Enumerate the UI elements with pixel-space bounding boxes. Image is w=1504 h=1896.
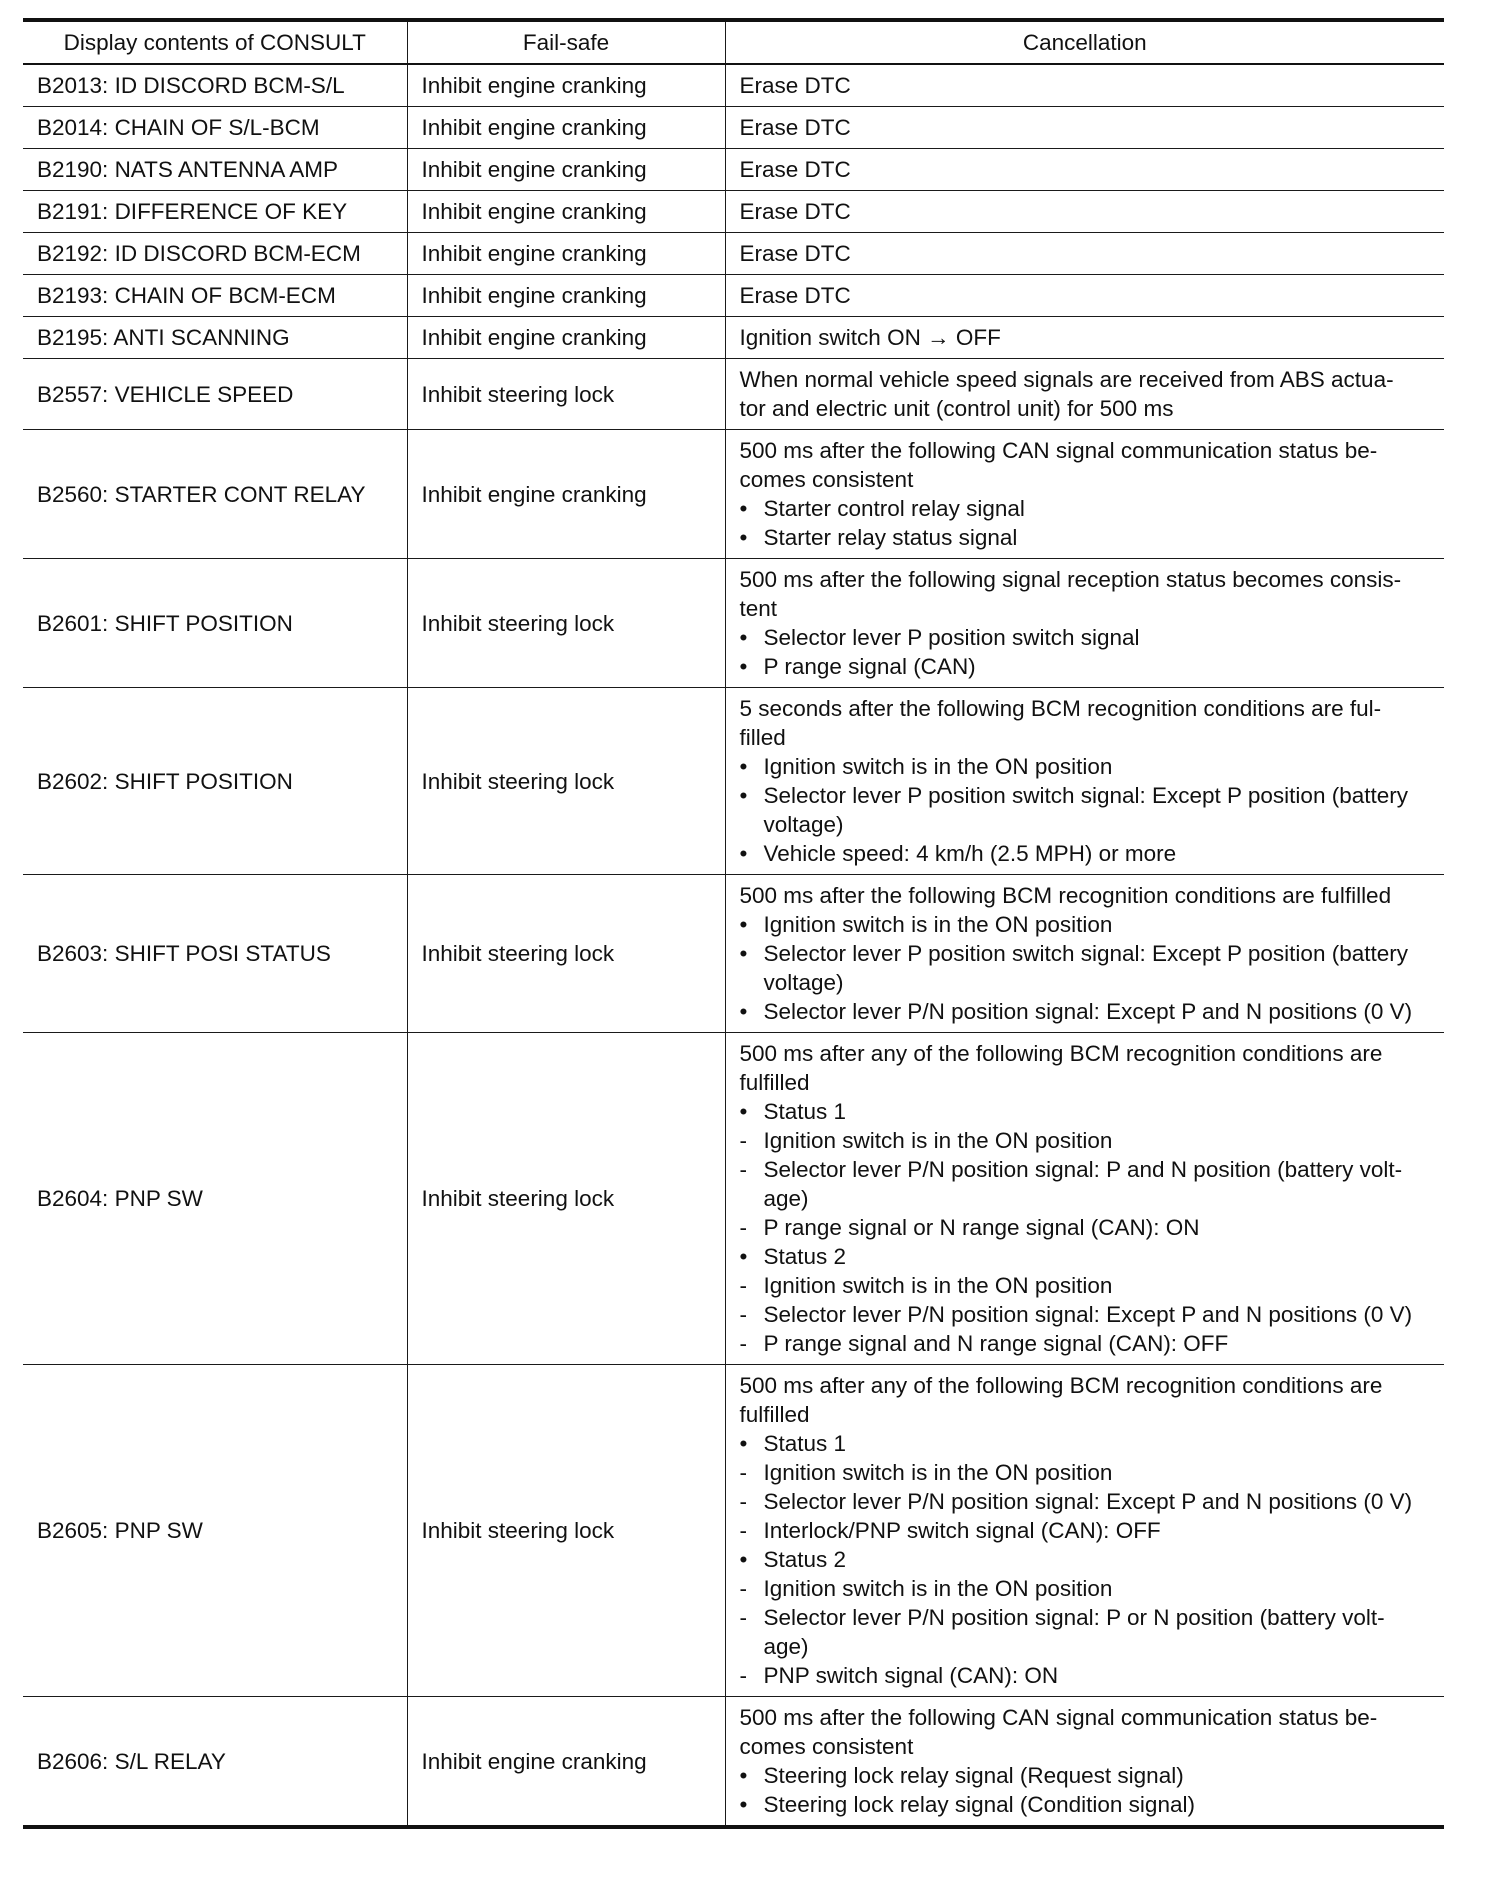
display-contents-cell: B2193: CHAIN OF BCM-ECM	[23, 275, 407, 317]
condition-line: 500 ms after the following signal reception status becomes consis-	[739, 567, 1402, 592]
condition-list-item	[740, 1661, 1435, 1690]
condition-text: Status 2	[763, 1244, 847, 1269]
bullet-marker: •	[739, 1792, 748, 1817]
condition-line: Erase DTC	[739, 115, 851, 140]
condition-line: fulfilled	[739, 1402, 810, 1427]
cancellation-cell	[725, 1365, 1444, 1697]
bullet-marker: •	[739, 912, 748, 937]
condition-text: Selector lever P/N position signal: Except P and N positions (0 V)	[763, 1489, 1413, 1514]
condition-line: tent	[739, 596, 778, 621]
condition-list-item	[740, 1458, 1435, 1487]
condition-text: Selector lever P position switch signal	[763, 625, 1140, 650]
table-row	[23, 149, 1444, 191]
table-row	[23, 1365, 1444, 1697]
dash-marker: -	[739, 1128, 747, 1153]
condition-line: comes consistent	[739, 467, 914, 492]
condition-text: Status 1	[763, 1431, 847, 1456]
cancellation-cell	[725, 64, 1444, 107]
table-row	[23, 875, 1444, 1033]
fail-safe-cell: Inhibit steering lock	[407, 1365, 725, 1697]
condition-list-item	[740, 1574, 1435, 1603]
fail-safe-cell: Inhibit engine cranking	[407, 107, 725, 149]
cancellation-cell	[725, 191, 1444, 233]
condition-line: When normal vehicle speed signals are received from ABS actua-	[739, 367, 1394, 392]
header-fail-safe: Fail-safe	[407, 20, 725, 64]
fail-safe-cell: Inhibit steering lock	[407, 875, 725, 1033]
condition-text: Ignition switch is in the ON position	[763, 912, 1113, 937]
condition-list-item	[740, 910, 1435, 939]
condition-list-item	[740, 1271, 1435, 1300]
bullet-marker: •	[739, 496, 748, 521]
condition-list-item	[740, 1603, 1435, 1661]
condition-line: fulfilled	[739, 1070, 810, 1095]
dash-marker: -	[739, 1331, 747, 1356]
display-contents-cell: B2601: SHIFT POSITION	[23, 559, 407, 688]
condition-list-item	[740, 781, 1435, 839]
bullet-marker: •	[739, 1763, 748, 1788]
cancellation-cell	[725, 1697, 1444, 1828]
cancellation-cell	[725, 317, 1444, 359]
condition-line: Erase DTC	[739, 283, 851, 308]
condition-list-item	[740, 1097, 1435, 1126]
condition-text: P range signal or N range signal (CAN): ON	[763, 1215, 1200, 1240]
condition-list-item	[740, 1487, 1435, 1516]
display-contents-cell: B2560: STARTER CONT RELAY	[23, 430, 407, 559]
condition-text: Status 2	[763, 1547, 847, 1572]
condition-list-item	[740, 752, 1435, 781]
condition-line: Erase DTC	[739, 73, 851, 98]
condition-text: Ignition switch is in the ON position	[763, 1273, 1113, 1298]
fail-safe-cell: Inhibit engine cranking	[407, 191, 725, 233]
table-row	[23, 559, 1444, 688]
fail-safe-cell: Inhibit engine cranking	[407, 149, 725, 191]
condition-line: tor and electric unit (control unit) for 500 ms	[739, 396, 1174, 421]
table-row	[23, 1033, 1444, 1365]
cancellation-cell	[725, 107, 1444, 149]
fail-safe-cell: Inhibit steering lock	[407, 359, 725, 430]
cancellation-cell	[725, 275, 1444, 317]
condition-list-item	[740, 623, 1435, 652]
condition-list-item	[740, 939, 1435, 997]
display-contents-cell: B2195: ANTI SCANNING	[23, 317, 407, 359]
display-contents-cell: B2603: SHIFT POSI STATUS	[23, 875, 407, 1033]
fail-safe-cell: Inhibit engine cranking	[407, 1697, 725, 1828]
condition-text: Ignition switch is in the ON position	[763, 1460, 1113, 1485]
cancellation-cell	[725, 149, 1444, 191]
cancellation-cell	[725, 430, 1444, 559]
bullet-marker: •	[739, 525, 748, 550]
condition-line: comes consistent	[739, 1734, 914, 1759]
display-contents-cell: B2192: ID DISCORD BCM-ECM	[23, 233, 407, 275]
condition-list-item	[740, 1300, 1435, 1329]
bullet-marker: •	[739, 754, 748, 779]
condition-list-item	[740, 839, 1435, 868]
header-row	[23, 20, 1444, 64]
condition-list-item	[740, 1126, 1435, 1155]
fail-safe-cell: Inhibit steering lock	[407, 1033, 725, 1365]
dash-marker: -	[739, 1157, 747, 1182]
bullet-marker: •	[739, 1547, 748, 1572]
fail-safe-cell: Inhibit engine cranking	[407, 317, 725, 359]
bullet-marker: •	[739, 783, 748, 808]
table-row	[23, 359, 1444, 430]
header-display-contents: Display contents of CONSULT	[23, 20, 407, 64]
condition-text: Status 1	[763, 1099, 847, 1124]
condition-text: Selector lever P/N position signal: Except P and N positions (0 V)	[763, 1302, 1413, 1327]
condition-text: Steering lock relay signal (Request signal)	[763, 1763, 1184, 1788]
table-row	[23, 430, 1444, 559]
condition-line: Erase DTC	[739, 199, 851, 224]
dash-marker: -	[739, 1489, 747, 1514]
condition-list-item	[740, 1545, 1435, 1574]
bullet-marker: •	[739, 1099, 748, 1124]
table-header	[23, 20, 1444, 64]
fail-safe-cell: Inhibit engine cranking	[407, 233, 725, 275]
condition-line: filled	[739, 725, 786, 750]
condition-list-item	[740, 997, 1435, 1026]
fail-safe-cell: Inhibit steering lock	[407, 559, 725, 688]
condition-text: P range signal (CAN)	[763, 654, 976, 679]
dash-marker: -	[739, 1576, 747, 1601]
display-contents-cell: B2605: PNP SW	[23, 1365, 407, 1697]
condition-line: 500 ms after the following CAN signal communication status be-	[739, 1705, 1378, 1730]
table-row	[23, 1697, 1444, 1828]
dash-marker: -	[739, 1215, 747, 1240]
condition-text: Selector lever P/N position signal: Except P and N positions (0 V)	[763, 999, 1413, 1024]
condition-text: Starter relay status signal	[763, 525, 1018, 550]
condition-list-item	[740, 1790, 1435, 1819]
bullet-marker: •	[739, 999, 748, 1024]
bullet-marker: •	[739, 841, 748, 866]
dash-marker: -	[739, 1273, 747, 1298]
condition-text: P range signal and N range signal (CAN): OFF	[763, 1331, 1229, 1356]
bullet-marker: •	[739, 1244, 748, 1269]
table-row	[23, 317, 1444, 359]
cancellation-cell	[725, 1033, 1444, 1365]
display-contents-cell: B2190: NATS ANTENNA AMP	[23, 149, 407, 191]
condition-line: Erase DTC	[739, 157, 851, 182]
condition-line: Ignition switch ON → OFF	[739, 325, 1001, 350]
condition-list-item	[740, 494, 1435, 523]
bullet-marker: •	[739, 654, 748, 679]
table-row	[23, 233, 1444, 275]
condition-text: PNP switch signal (CAN): ON	[763, 1663, 1059, 1688]
condition-list-item	[740, 1329, 1435, 1358]
condition-text: Selector lever P/N position signal: P and N position (battery volt- age)	[763, 1157, 1403, 1211]
cancellation-cell	[725, 359, 1444, 430]
cancellation-cell	[725, 688, 1444, 875]
fail-safe-table	[23, 18, 1444, 1829]
condition-list-item	[740, 1155, 1435, 1213]
condition-text: Ignition switch is in the ON position	[763, 1576, 1113, 1601]
table-row	[23, 191, 1444, 233]
table-row	[23, 64, 1444, 107]
condition-text: Steering lock relay signal (Condition signal)	[763, 1792, 1195, 1817]
condition-list-item	[740, 1516, 1435, 1545]
condition-list-item	[740, 652, 1435, 681]
fail-safe-cell: Inhibit steering lock	[407, 688, 725, 875]
bullet-marker: •	[739, 941, 748, 966]
display-contents-cell: B2014: CHAIN OF S/L-BCM	[23, 107, 407, 149]
condition-text: Vehicle speed: 4 km/h (2.5 MPH) or more	[763, 841, 1177, 866]
display-contents-cell: B2013: ID DISCORD BCM-S/L	[23, 64, 407, 107]
table-row	[23, 275, 1444, 317]
condition-text: Ignition switch is in the ON position	[763, 1128, 1113, 1153]
cancellation-cell	[725, 233, 1444, 275]
condition-text: Selector lever P position switch signal: Except P position (battery voltage)	[763, 783, 1408, 837]
condition-text: Interlock/PNP switch signal (CAN): OFF	[763, 1518, 1161, 1543]
condition-list-item	[740, 1761, 1435, 1790]
fail-safe-cell: Inhibit engine cranking	[407, 64, 725, 107]
display-contents-cell: B2606: S/L RELAY	[23, 1697, 407, 1828]
display-contents-cell: B2604: PNP SW	[23, 1033, 407, 1365]
bullet-marker: •	[739, 1431, 748, 1456]
header-cancellation: Cancellation	[725, 20, 1444, 64]
condition-text: Selector lever P/N position signal: P or N position (battery volt- age)	[763, 1605, 1385, 1659]
condition-text: Starter control relay signal	[763, 496, 1025, 521]
dash-marker: -	[739, 1518, 747, 1543]
condition-line: 5 seconds after the following BCM recognition conditions are ful-	[739, 696, 1382, 721]
display-contents-cell: B2191: DIFFERENCE OF KEY	[23, 191, 407, 233]
fail-safe-cell: Inhibit engine cranking	[407, 430, 725, 559]
condition-list-item	[740, 1242, 1435, 1271]
cancellation-cell	[725, 875, 1444, 1033]
dash-marker: -	[739, 1302, 747, 1327]
dash-marker: -	[739, 1663, 747, 1688]
table-row	[23, 688, 1444, 875]
condition-line: 500 ms after any of the following BCM recognition conditions are	[739, 1041, 1383, 1066]
table-body	[23, 64, 1444, 1827]
condition-line: 500 ms after the following CAN signal communication status be-	[739, 438, 1378, 463]
cancellation-cell	[725, 559, 1444, 688]
dash-marker: -	[739, 1460, 747, 1485]
display-contents-cell: B2602: SHIFT POSITION	[23, 688, 407, 875]
bullet-marker: •	[739, 625, 748, 650]
condition-list-item	[740, 523, 1435, 552]
condition-text: Selector lever P position switch signal: Except P position (battery voltage)	[763, 941, 1408, 995]
dash-marker: -	[739, 1605, 747, 1630]
condition-line: Erase DTC	[739, 241, 851, 266]
condition-list-item	[740, 1429, 1435, 1458]
fail-safe-cell: Inhibit engine cranking	[407, 275, 725, 317]
condition-line: 500 ms after any of the following BCM recognition conditions are	[739, 1373, 1383, 1398]
display-contents-cell: B2557: VEHICLE SPEED	[23, 359, 407, 430]
condition-line: 500 ms after the following BCM recognition conditions are fulfilled	[739, 883, 1392, 908]
condition-list-item	[740, 1213, 1435, 1242]
condition-text: Ignition switch is in the ON position	[763, 754, 1113, 779]
table-row	[23, 107, 1444, 149]
